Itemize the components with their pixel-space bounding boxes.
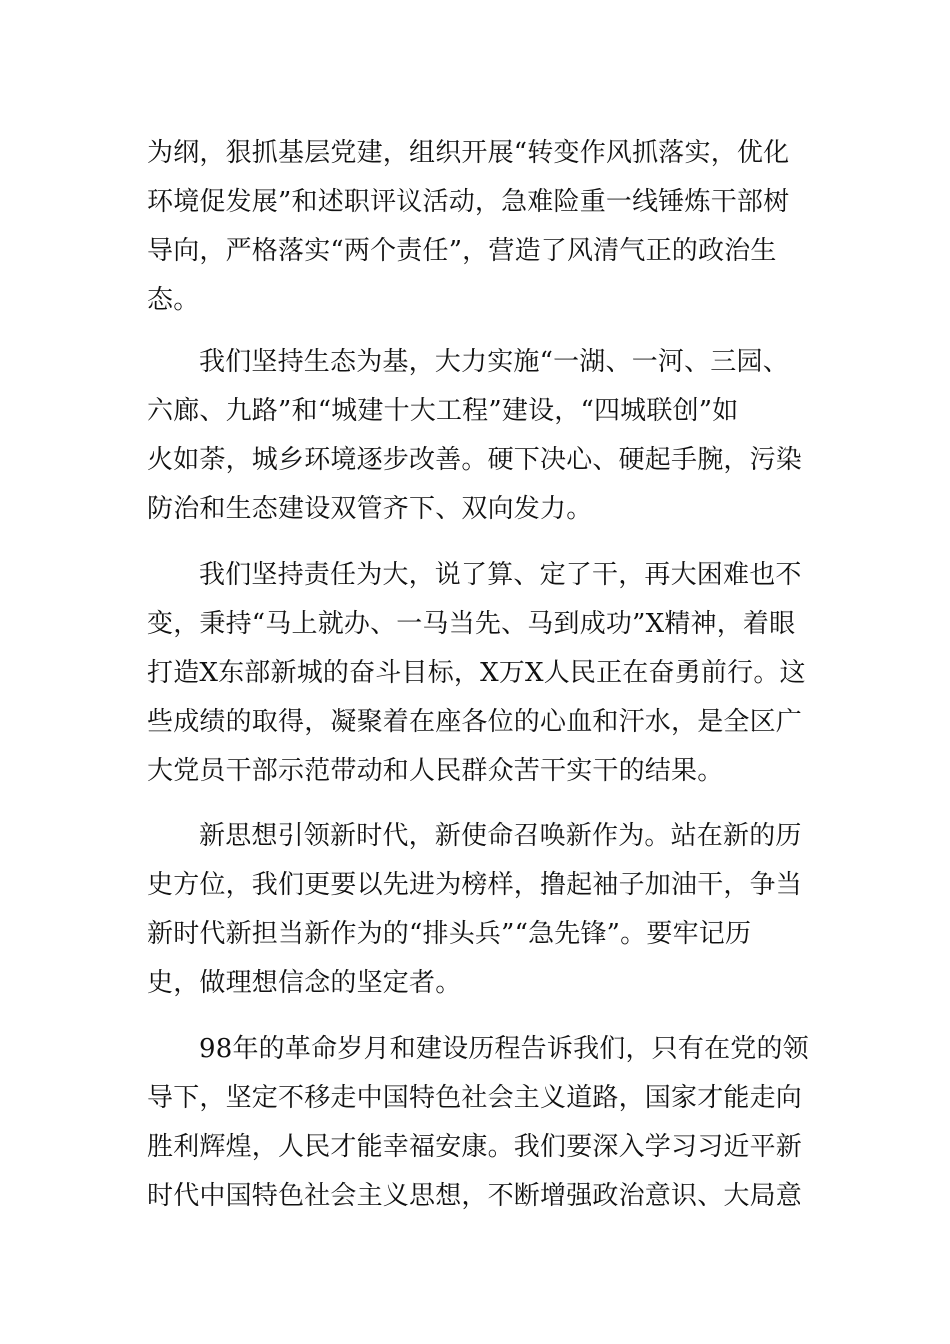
text-line: 打造X东部新城的奋斗目标，X万X人民正在奋勇前行。这 (147, 658, 806, 688)
text-line: 新时代新担当新作为的“排头兵”“急先锋”。要牢记历 (147, 919, 752, 949)
text-line: 环境促发展”和述职评议活动，急难险重一线锤炼干部树 (147, 187, 790, 217)
text-line: 胜利辉煌，人民才能幸福安康。我们要深入学习习近平新 (147, 1132, 803, 1162)
text-line: 时代中国特色社会主义思想，不断增强政治意识、大局意 (147, 1181, 803, 1211)
paragraph-first-line: 我们坚持责任为大，说了算、定了干，再大困难也不 (199, 560, 802, 590)
text-line: 些成绩的取得，凝聚着在座各位的心血和汗水，是全区广 (147, 707, 803, 737)
text-line: 导下，坚定不移走中国特色社会主义道路，国家才能走向 (147, 1083, 803, 1113)
paragraph-first-line: 新思想引领新时代，新使命召唤新作为。站在新的历 (199, 821, 802, 851)
paragraph-first-line: 98年的革命岁月和建设历程告诉我们，只有在党的领 (199, 1034, 809, 1064)
paragraph-first-line: 我们坚持生态为基，大力实施“一湖、一河、三园、 (199, 347, 789, 377)
text-line: 为纲，狠抓基层党建，组织开展“转变作风抓落实，优化 (147, 138, 790, 168)
text-line: 六廊、九路”和“城建十大工程”建设，“四城联创”如 (147, 396, 739, 426)
text-line: 导向，严格落实“两个责任”，营造了风清气正的政治生 (147, 236, 777, 266)
text-line: 火如荼，城乡环境逐步改善。硬下决心、硬起手腕，污染 (147, 445, 803, 475)
text-line: 变，秉持“马上就办、一马当先、马到成功”X精神，着眼 (147, 609, 796, 639)
text-line: 史，做理想信念的坚定者。 (147, 968, 462, 998)
text-line: 大党员干部示范带动和人民群众苦干实干的结果。 (147, 756, 724, 786)
text-line: 态。 (147, 285, 200, 315)
text-line: 史方位，我们更要以先进为榜样，撸起袖子加油干，争当 (147, 870, 803, 900)
text-line: 防治和生态建设双管齐下、双向发力。 (147, 494, 593, 524)
